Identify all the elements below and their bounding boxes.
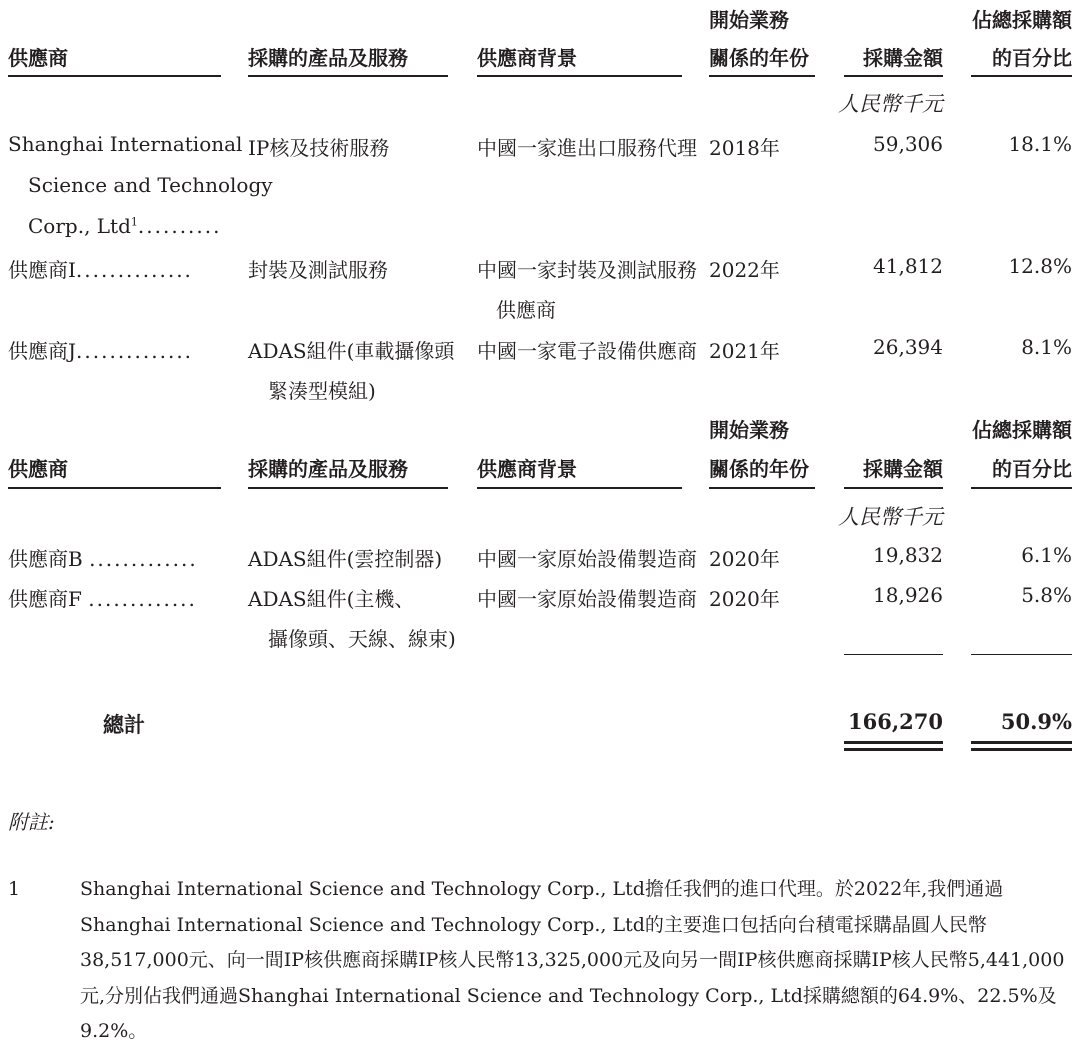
header-products: 採購的產品及服務 — [248, 46, 408, 70]
supplier-name-line: 供應商I.............. — [8, 258, 193, 282]
currency-unit: 人民幣千元 — [838, 505, 943, 529]
header-pct-line2: 的百分比 — [992, 457, 1072, 481]
product-text: 攝像頭、天線、線束) — [268, 627, 456, 651]
header-pct-line1: 佔總採購額 — [972, 8, 1072, 32]
background-text: 供應商 — [496, 298, 556, 322]
year-text: 2022年 — [709, 258, 780, 282]
header-rule — [971, 487, 1072, 489]
amount-value: 18,926 — [873, 583, 943, 607]
amount-value: 41,812 — [873, 254, 943, 278]
header-rule — [248, 75, 448, 77]
total-label: 總計 — [103, 713, 145, 737]
header-year-line1: 開始業務 — [709, 8, 789, 32]
total-amount: 166,270 — [848, 709, 943, 734]
product-text: ADAS組件(雲控制器) — [248, 547, 443, 571]
double-underline — [971, 748, 1072, 751]
supplier-name-line: 供應商J.............. — [8, 339, 194, 363]
header-pct-line2: 的百分比 — [992, 46, 1072, 70]
leader-dots: ............. — [89, 547, 198, 571]
background-text: 中國一家原始設備製造商 — [477, 587, 697, 611]
currency-unit: 人民幣千元 — [838, 92, 943, 116]
header-rule — [477, 75, 682, 77]
product-text: IP核及技術服務 — [248, 136, 390, 160]
product-text: 封裝及測試服務 — [248, 258, 388, 282]
product-text: ADAS組件(車載攝像頭 — [248, 339, 455, 363]
leader-dots: ............. — [88, 587, 197, 611]
background-text: 中國一家封裝及測試服務 — [477, 258, 697, 282]
header-rule — [709, 487, 815, 489]
pct-value: 8.1% — [1021, 335, 1072, 359]
subtotal-rule — [844, 654, 943, 655]
amount-value: 26,394 — [873, 335, 943, 359]
header-rule — [248, 487, 448, 489]
leader-dots: .......... — [137, 214, 222, 238]
header-background: 供應商背景 — [477, 457, 577, 481]
year-text: 2021年 — [709, 339, 780, 363]
note-number: 1 — [8, 878, 21, 900]
header-rule — [8, 75, 221, 77]
header-rule — [971, 75, 1072, 77]
year-text: 2018年 — [709, 136, 780, 160]
header-pct-line1: 佔總採購額 — [972, 418, 1072, 442]
header-year-line1: 開始業務 — [709, 418, 789, 442]
header-amount: 採購金額 — [863, 46, 943, 70]
note-text: Shanghai International Science and Technology Corp., Ltd擔任我們的進口代理。於2022年,我們通過Shanghai International Science and Technology Corp., Ltd的主要進口包括向台積電採購晶圓人民幣38,517,000元、向一間IP核供應商採購IP核人民幣13,325,000元及向另一間IP核供應商採購IP核人民幣5,441,000元,分別佔我們通過Shanghai International Science and Technology Corp., Ltd採購總額的64.9%、22.5%及9.2%。 — [80, 878, 1065, 1042]
amount-value: 19,832 — [873, 543, 943, 567]
double-underline — [844, 741, 943, 744]
subtotal-rule — [971, 654, 1072, 655]
supplier-name-line: 供應商F ............. — [8, 587, 197, 611]
header-rule — [844, 487, 943, 489]
header-rule — [8, 487, 221, 489]
background-text: 中國一家原始設備製造商 — [477, 547, 697, 571]
header-supplier: 供應商 — [8, 457, 68, 481]
amount-value: 59,306 — [873, 132, 943, 156]
header-products: 採購的產品及服務 — [248, 457, 408, 481]
header-year-line2: 關係的年份 — [709, 457, 809, 481]
supplier-name-line: 供應商B ............. — [8, 547, 198, 571]
double-underline — [971, 741, 1072, 744]
year-text: 2020年 — [709, 547, 780, 571]
header-year-line2: 關係的年份 — [709, 46, 809, 70]
header-background: 供應商背景 — [477, 46, 577, 70]
pct-value: 6.1% — [1021, 543, 1072, 567]
total-pct: 50.9% — [1000, 709, 1072, 734]
header-rule — [844, 75, 943, 77]
header-rule — [709, 75, 815, 77]
supplier-name-line: Corp., Ltd$^1$.......... — [28, 214, 222, 238]
header-supplier: 供應商 — [8, 46, 68, 70]
header-amount: 採購金額 — [863, 457, 943, 481]
leader-dots: .............. — [75, 258, 193, 282]
year-text: 2020年 — [709, 587, 780, 611]
supplier-name-line: Science and Technology — [28, 173, 273, 197]
pct-value: 12.8% — [1008, 254, 1072, 278]
leader-dots: .............. — [76, 339, 194, 363]
footnote-marker: 1 — [130, 215, 138, 229]
product-text: 緊湊型模組) — [268, 379, 376, 403]
supplier-name-line: Shanghai International — [8, 132, 243, 156]
background-text: 中國一家電子設備供應商 — [477, 339, 697, 363]
notes-title: 附註: — [8, 810, 55, 834]
double-underline — [844, 748, 943, 751]
background-text: 中國一家進出口服務代理 — [477, 136, 697, 160]
pct-value: 5.8% — [1021, 583, 1072, 607]
pct-value: 18.1% — [1008, 132, 1072, 156]
product-text: ADAS組件(主機、 — [248, 587, 415, 611]
header-rule — [477, 487, 682, 489]
